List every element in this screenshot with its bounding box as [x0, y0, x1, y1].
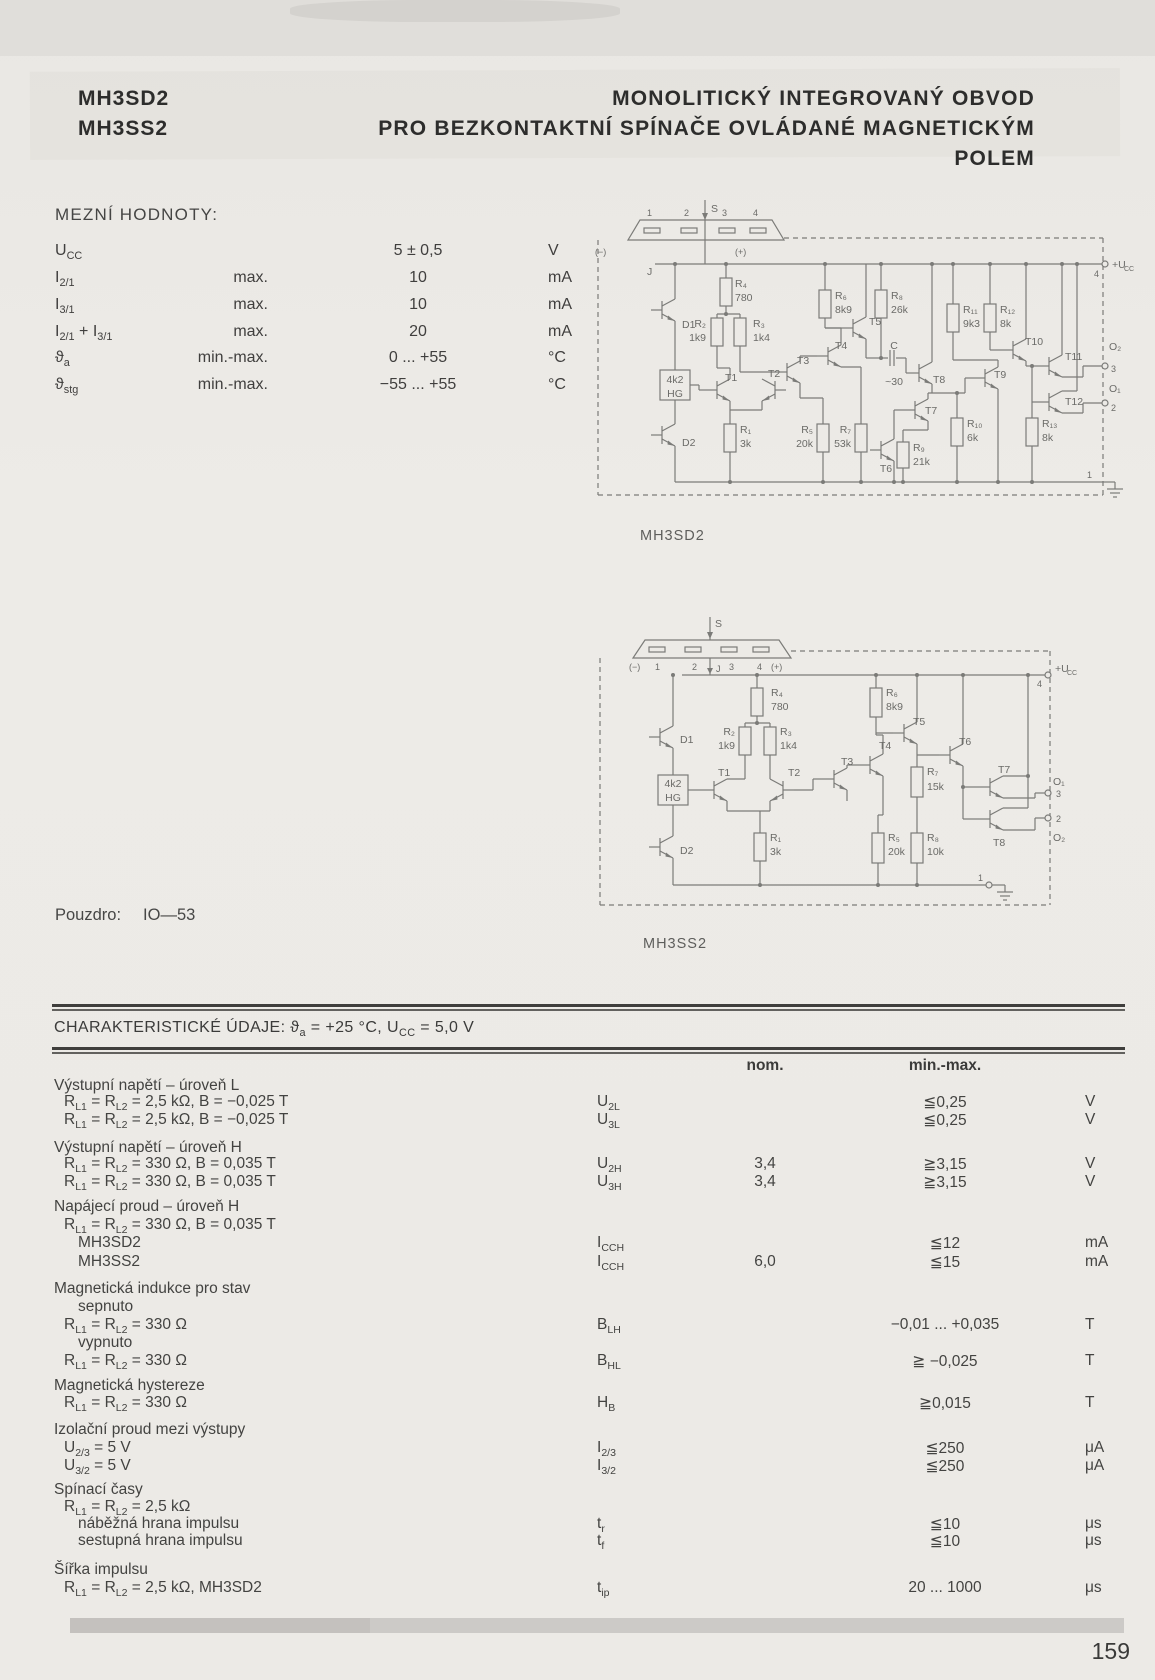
- pin-number: 2: [1056, 814, 1062, 824]
- limit-symbol: $I_{3/1}$: [55, 296, 75, 317]
- resistor-ref: R₁₀: [967, 418, 983, 430]
- group-label: Výstupní napětí – úroveň H: [54, 1139, 242, 1156]
- transistor-ref: T6: [959, 736, 972, 748]
- limit-symbol: $I_{2/1} + I_{3/1}$: [55, 323, 113, 344]
- hg-block-value: 4k2: [664, 778, 682, 790]
- s-input-label: S: [711, 203, 719, 215]
- row-symbol: $t_r$: [597, 1515, 605, 1536]
- pin-number: 1: [978, 873, 984, 883]
- row-unit: μs: [1085, 1515, 1102, 1532]
- resistor-value: 3k: [740, 438, 752, 450]
- row-condition: $R_{L1} = R_{L2} = 330$ Ω: [64, 1394, 187, 1415]
- resistor-value: 9k3: [963, 318, 980, 330]
- output-o2: O₂: [1109, 341, 1122, 353]
- row-minmax: ≦10: [929, 1516, 961, 1533]
- row-symbol: $I_{3/2}$: [597, 1457, 616, 1478]
- row-condition: $R_{L1} = R_{L2} = 330$ Ω, B = 0,035 T: [64, 1216, 276, 1237]
- table-row: [0, 1316, 1155, 1336]
- table-group-row: [0, 1421, 1155, 1441]
- capacitor-value: ~30: [885, 376, 903, 388]
- group-label: Napájecí proud – úroveň H: [54, 1198, 240, 1215]
- limit-condition: max.: [233, 296, 268, 313]
- output-o2: O₂: [1053, 832, 1066, 844]
- pin-number: 3: [722, 208, 728, 218]
- resistor-value: 6k: [967, 432, 979, 444]
- table-group-row: [0, 1561, 1155, 1581]
- group-label: Spínací časy: [54, 1481, 143, 1498]
- polarity-pos: (+): [735, 247, 747, 257]
- resistor-value: 20k: [796, 438, 813, 450]
- limits-heading: MEZNÍ HODNOTY:: [55, 205, 219, 224]
- table-row: [0, 1532, 1155, 1552]
- resistor-ref: R₁₃: [1042, 418, 1058, 430]
- pin-number: 3: [729, 662, 735, 672]
- row-minmax: ≧3,15: [923, 1174, 967, 1191]
- j-label: J: [647, 266, 653, 278]
- capacitor-ref: C: [890, 340, 898, 352]
- table-row: [0, 1457, 1155, 1477]
- limits-row: [0, 323, 580, 345]
- page-number: 159: [1091, 1638, 1130, 1664]
- ucc-label: +U: [1112, 259, 1126, 271]
- resistor-value: 10k: [927, 846, 944, 858]
- group-label: Magnetická indukce pro stav: [54, 1280, 251, 1297]
- row-unit: T: [1085, 1352, 1095, 1369]
- row-condition: $R_{L1} = R_{L2} = 330$ Ω: [64, 1352, 187, 1373]
- resistor-ref: R₂: [694, 318, 706, 330]
- resistor-ref: R₃: [780, 726, 792, 738]
- limit-value: 5 ± 0,5: [393, 242, 443, 259]
- limits-row: [0, 242, 580, 264]
- transistor-ref: T2: [788, 767, 801, 779]
- row-symbol: $U_{3H}$: [597, 1173, 622, 1194]
- ucc-label: +U: [1055, 663, 1069, 675]
- transistor-ref: T8: [993, 837, 1006, 849]
- output-o1: O₁: [1053, 776, 1065, 788]
- table-group-row: [0, 1198, 1155, 1218]
- resistor-ref: R₁: [740, 424, 752, 436]
- row-unit: μs: [1085, 1579, 1102, 1596]
- row-nom: 6,0: [754, 1253, 776, 1270]
- row-condition: $R_{L1} = R_{L2} = 2,5$ kΩ: [64, 1498, 191, 1519]
- char-table-title: CHARAKTERISTICKÉ ÚDAJE: $ϑ_a = +25$ °C, $U_{CC} = 5,0$ V: [54, 1019, 475, 1040]
- table-row: [0, 1439, 1155, 1459]
- pin-number: 2: [1111, 403, 1117, 413]
- package-value: IO—53: [143, 906, 196, 924]
- polarity-neg: (−): [629, 662, 641, 672]
- resistor-value: 15k: [927, 781, 944, 793]
- resistor-value: 26k: [891, 304, 908, 316]
- row-condition: náběžná hrana impulsu: [78, 1515, 240, 1532]
- resistor-ref: R₁₂: [1000, 304, 1016, 316]
- page-title: [335, 84, 1035, 174]
- resistor-ref: R₆: [835, 290, 847, 302]
- resistor-ref: R₂: [723, 726, 735, 738]
- table-row: [0, 1093, 1155, 1113]
- row-condition: $R_{L1} = R_{L2} = 2,5$ kΩ, B = −0,025 T: [64, 1111, 289, 1132]
- row-minmax: ≦10: [929, 1533, 961, 1550]
- output-o1: O₁: [1109, 383, 1121, 395]
- row-minmax: 20 ... 1000: [908, 1579, 982, 1596]
- resistor-ref: R₄: [735, 278, 747, 290]
- row-unit: μs: [1085, 1532, 1102, 1549]
- resistor-ref: R₈: [891, 290, 903, 302]
- row-minmax: ≦250: [925, 1458, 965, 1475]
- table-row: [0, 1352, 1155, 1372]
- limit-symbol: $ϑ_a$: [55, 349, 70, 370]
- schematic-mh3sd2: [585, 198, 1145, 528]
- row-minmax: ≦0,25: [923, 1112, 967, 1129]
- group-label: Šířka impulsu: [54, 1561, 148, 1578]
- row-minmax: ≦0,25: [923, 1094, 967, 1111]
- row-unit: μA: [1085, 1457, 1105, 1474]
- row-minmax: ≧0,015: [919, 1395, 971, 1412]
- resistor-ref: R₁₁: [963, 304, 978, 316]
- limit-unit: °C: [548, 349, 566, 366]
- schematic-caption-sd2: MH3SD2: [640, 528, 705, 544]
- row-unit: mA: [1085, 1253, 1109, 1270]
- row-symbol: $H_B$: [597, 1394, 616, 1415]
- resistor-value: 780: [771, 701, 789, 713]
- resistor-ref: R₆: [886, 687, 898, 699]
- resistor-ref: R₇: [927, 766, 939, 778]
- row-unit: V: [1085, 1155, 1096, 1172]
- row-minmax: −0,01 ... +0,035: [890, 1316, 1000, 1333]
- transistor-ref: T2: [768, 368, 781, 380]
- limit-symbol: $I_{2/1}$: [55, 269, 75, 290]
- row-nom: 3,4: [754, 1173, 776, 1190]
- schematic-mh3ss2: [585, 615, 1145, 910]
- limits-row: [0, 296, 580, 318]
- schematic-caption-ss2: MH3SS2: [643, 936, 708, 952]
- title-line-1: MONOLITICKÝ INTEGROVANÝ OBVOD: [612, 87, 1035, 110]
- row-condition: $R_{L1} = R_{L2} = 330$ Ω, B = 0,035 T: [64, 1173, 276, 1194]
- pin-number: 4: [1094, 269, 1100, 279]
- column-header-minmax: min.-max.: [908, 1057, 982, 1074]
- limit-condition: min.-max.: [197, 349, 268, 366]
- limit-value: 10: [409, 296, 427, 313]
- row-condition: MH3SS2: [78, 1253, 141, 1270]
- pin-number: 1: [647, 208, 653, 218]
- group-label: Výstupní napětí – úroveň L: [54, 1077, 240, 1094]
- diode-ref: D1: [680, 734, 694, 746]
- limit-unit: mA: [548, 269, 572, 286]
- pin-number: 1: [655, 662, 661, 672]
- resistor-value: 1k4: [753, 332, 770, 344]
- transistor-ref: T12: [1065, 396, 1084, 408]
- resistor-value: 8k9: [886, 701, 903, 713]
- scan-smudge-bottom-dark: [70, 1618, 370, 1633]
- pin-number: 2: [692, 662, 698, 672]
- limit-value: 0 ... +55: [388, 349, 448, 366]
- table-row: [0, 1155, 1155, 1175]
- row-symbol: $B_{LH}$: [597, 1316, 621, 1337]
- limit-condition: min.-max.: [197, 376, 268, 393]
- resistor-value: 53k: [834, 438, 851, 450]
- row-condition: vypnuto: [78, 1334, 133, 1351]
- package-label: Pouzdro:: [55, 906, 122, 924]
- row-condition: sestupná hrana impulsu: [78, 1532, 243, 1549]
- row-unit: mA: [1085, 1234, 1109, 1251]
- transistor-ref: T1: [725, 372, 738, 384]
- transistor-ref: T4: [879, 740, 892, 752]
- table-row: [0, 1216, 1155, 1236]
- row-unit: V: [1085, 1173, 1096, 1190]
- table-row: [0, 1298, 1155, 1318]
- transistor-ref: T5: [869, 316, 882, 328]
- row-symbol: $U_{2L}$: [597, 1093, 620, 1114]
- polarity-pos: (+): [771, 662, 783, 672]
- column-header-nom: nom.: [746, 1057, 784, 1074]
- transistor-ref: T3: [797, 355, 810, 367]
- row-nom: 3,4: [754, 1155, 776, 1172]
- row-condition: $R_{L1} = R_{L2} = 330$ Ω, B = 0,035 T: [64, 1155, 276, 1176]
- j-label: J: [716, 664, 721, 674]
- sd2-wiring: [598, 200, 1123, 497]
- package-line: [55, 906, 195, 925]
- s-input-label: S: [715, 618, 723, 630]
- row-minmax: ≧ −0,025: [912, 1353, 978, 1370]
- ss2-wiring: [600, 617, 1051, 905]
- resistor-ref: R₅: [888, 832, 900, 844]
- row-symbol: $I_{CCH}$: [597, 1253, 625, 1274]
- resistor-value: 1k9: [718, 740, 735, 752]
- resistor-value: 8k: [1042, 432, 1054, 444]
- part-number-1: MH3SD2: [78, 87, 170, 110]
- pin-number: 1: [1087, 470, 1093, 480]
- table-rule: [52, 1047, 1125, 1050]
- limit-condition: max.: [233, 269, 268, 286]
- transistor-ref: T11: [1065, 351, 1083, 363]
- row-condition: sepnuto: [78, 1298, 134, 1315]
- row-unit: V: [1085, 1093, 1096, 1110]
- limit-symbol: $ϑ_{stg}$: [55, 376, 79, 397]
- transistor-ref: T1: [718, 767, 731, 779]
- diode-ref: D2: [682, 437, 696, 449]
- row-condition: $R_{L1} = R_{L2} = 2,5$ kΩ, B = −0,025 T: [64, 1093, 289, 1114]
- row-unit: T: [1085, 1394, 1095, 1411]
- table-row: [0, 1579, 1155, 1599]
- group-label: Izolační proud mezi výstupy: [54, 1421, 246, 1438]
- row-symbol: $U_{3L}$: [597, 1111, 620, 1132]
- row-unit: V: [1085, 1111, 1096, 1128]
- transistor-ref: T3: [841, 756, 854, 768]
- row-minmax: ≦15: [929, 1254, 961, 1271]
- part-number-2: MH3SS2: [78, 117, 169, 140]
- row-condition: $R_{L1} = R_{L2} = 330$ Ω: [64, 1316, 187, 1337]
- hg-block-value: 4k2: [666, 374, 684, 386]
- group-label: Magnetická hystereze: [54, 1377, 205, 1394]
- transistor-ref: T10: [1025, 336, 1044, 348]
- table-row: [0, 1173, 1155, 1193]
- row-symbol: $I_{CCH}$: [597, 1234, 625, 1255]
- transistor-ref: T7: [998, 764, 1011, 776]
- transistor-ref: T8: [933, 374, 946, 386]
- transistor-ref: T9: [994, 369, 1007, 381]
- row-condition: $U_{2/3} = 5$ V: [64, 1439, 131, 1460]
- resistor-ref: R₃: [753, 318, 765, 330]
- table-row: [0, 1234, 1155, 1254]
- pin-number: 2: [684, 208, 690, 218]
- resistor-value: 20k: [888, 846, 905, 858]
- table-row: [0, 1394, 1155, 1414]
- polarity-neg: (−): [595, 247, 607, 257]
- ucc-sub: CC: [1124, 266, 1135, 273]
- title-line-2: PRO BEZKONTAKTNÍ SPÍNAČE OVLÁDANÉ MAGNETICKÝM POLEM: [378, 117, 1035, 170]
- scan-smudge-blob: [290, 0, 620, 22]
- resistor-value: 8k: [1000, 318, 1012, 330]
- limits-row: [0, 376, 580, 398]
- diode-ref: D1: [682, 319, 696, 331]
- row-condition: $U_{3/2} = 5$ V: [64, 1457, 131, 1478]
- ucc-sub: CC: [1067, 670, 1078, 677]
- row-condition: MH3SD2: [78, 1234, 141, 1251]
- diode-ref: D2: [680, 845, 694, 857]
- limit-value: 20: [409, 323, 427, 340]
- pin-number: 3: [1111, 364, 1117, 374]
- pin-number: 3: [1056, 789, 1062, 799]
- transistor-ref: T4: [835, 340, 848, 352]
- table-row: [0, 1334, 1155, 1354]
- table-rule: [52, 1052, 1125, 1054]
- limits-row: [0, 349, 580, 371]
- limit-condition: max.: [233, 323, 268, 340]
- transistor-ref: T7: [925, 405, 938, 417]
- resistor-value: 8k9: [835, 304, 852, 316]
- limit-unit: mA: [548, 323, 572, 340]
- table-row: [0, 1253, 1155, 1273]
- limit-unit: V: [548, 242, 559, 259]
- table-rule: [52, 1009, 1125, 1011]
- limit-value: 10: [409, 269, 427, 286]
- limit-symbol: $U_{CC}$: [55, 242, 83, 263]
- hg-block-name: HG: [665, 792, 681, 804]
- table-rule: [52, 1004, 1125, 1007]
- row-minmax: ≦250: [925, 1440, 965, 1457]
- row-unit: μA: [1085, 1439, 1105, 1456]
- row-condition: $R_{L1} = R_{L2} = 2,5$ kΩ, MH3SD2: [64, 1579, 262, 1600]
- row-unit: T: [1085, 1316, 1095, 1333]
- resistor-value: 3k: [770, 846, 782, 858]
- limit-unit: °C: [548, 376, 566, 393]
- row-symbol: $t_f$: [597, 1532, 605, 1553]
- limit-value: −55 ... +55: [379, 376, 457, 393]
- resistor-value: 21k: [913, 456, 930, 468]
- resistor-ref: R₁: [770, 832, 782, 844]
- hg-block-name: HG: [667, 388, 683, 400]
- resistor-ref: R₅: [801, 424, 813, 436]
- transistor-ref: T5: [913, 716, 926, 728]
- transistor-ref: T6: [879, 463, 893, 475]
- resistor-ref: R₈: [927, 832, 939, 844]
- table-row: [0, 1111, 1155, 1131]
- pin-number: 4: [757, 662, 763, 672]
- resistor-value: 1k4: [780, 740, 797, 752]
- row-minmax: ≦12: [929, 1235, 961, 1252]
- part-numbers: [78, 84, 169, 144]
- row-symbol: $I_{2/3}$: [597, 1439, 616, 1460]
- row-symbol: $t_{ip}$: [597, 1579, 610, 1600]
- table-group-row: [0, 1280, 1155, 1300]
- row-minmax: ≧3,15: [923, 1156, 967, 1173]
- resistor-ref: R₄: [771, 687, 783, 699]
- resistor-ref: R₉: [913, 442, 925, 454]
- row-symbol: $U_{2H}$: [597, 1155, 622, 1176]
- resistor-value: 1k9: [689, 332, 706, 344]
- resistor-value: 780: [735, 292, 753, 304]
- pin-number: 4: [753, 208, 759, 218]
- resistor-ref: R₇: [839, 424, 851, 436]
- limits-row: [0, 269, 580, 291]
- pin-number: 4: [1037, 679, 1043, 689]
- row-symbol: $B_{HL}$: [597, 1352, 621, 1373]
- limit-unit: mA: [548, 296, 572, 313]
